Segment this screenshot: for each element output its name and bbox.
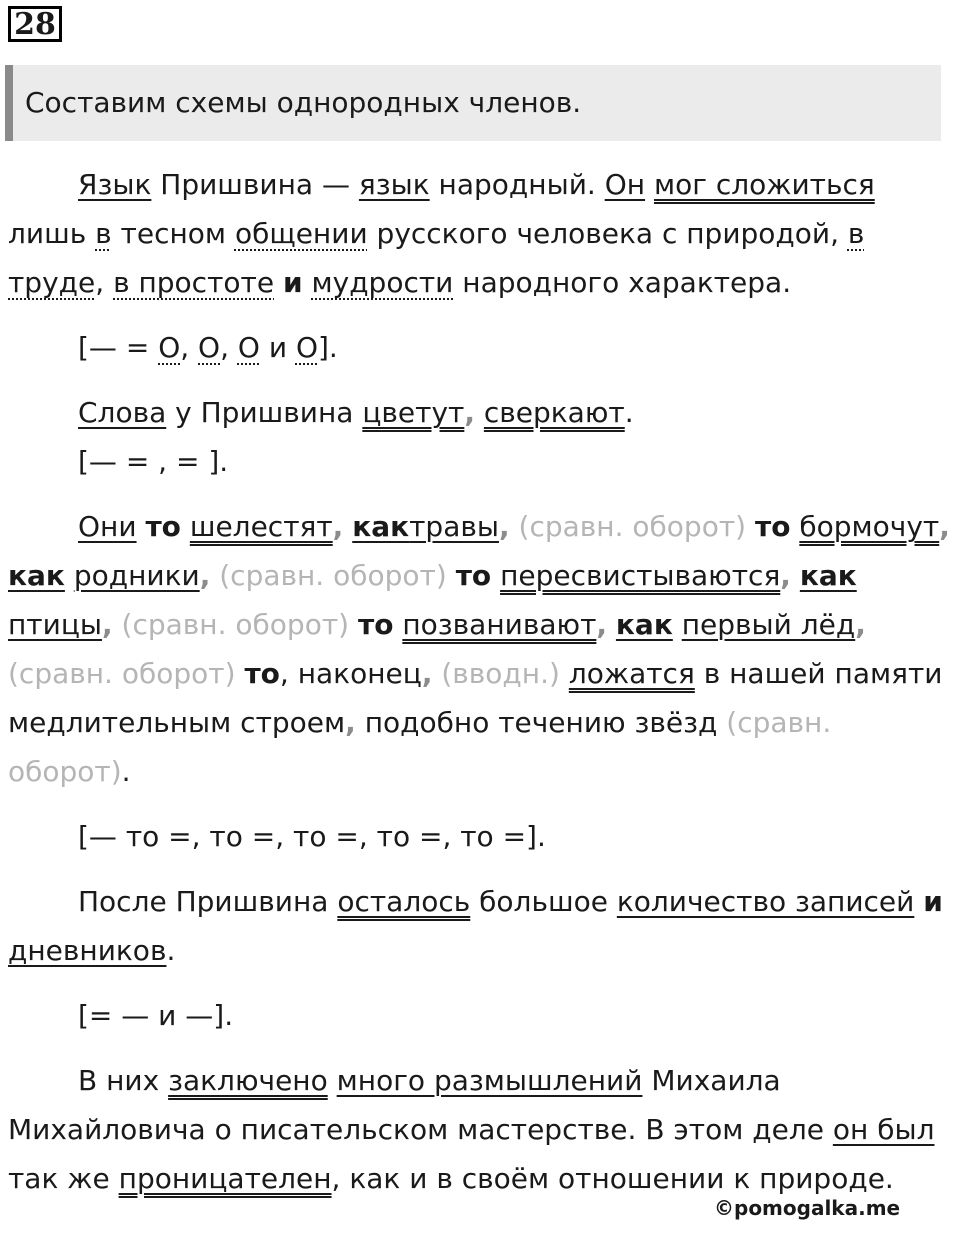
predicate: шелестят — [189, 510, 333, 543]
subject: Язык — [78, 168, 152, 201]
note: (сравн. оборот) — [8, 657, 236, 690]
note: (сравн. оборот) — [121, 608, 350, 641]
subject: много размышлений — [336, 1064, 643, 1097]
predicate: осталось — [337, 885, 471, 918]
paragraph-5 — [8, 1056, 952, 1203]
conjunction: и — [282, 266, 303, 299]
text — [303, 266, 312, 299]
comma: , — [855, 608, 866, 641]
conjunction: то — [455, 559, 492, 592]
subject: язык — [358, 168, 430, 201]
text: народный. — [429, 168, 605, 201]
scheme-text: ]. — [318, 331, 338, 364]
text: тесном — [111, 217, 235, 250]
scheme-object: О — [158, 331, 181, 364]
subject: Он — [604, 168, 646, 201]
task-banner: Составим схемы однородных членов. — [5, 65, 941, 141]
text: Михаила Михайловича о писательском мастерстве. В этом деле — [8, 1064, 833, 1146]
document-body — [8, 160, 952, 1203]
comma: , — [464, 396, 475, 429]
object: мудрости — [311, 266, 454, 299]
predicate: цветут — [362, 396, 465, 429]
subject: дневников — [8, 934, 167, 967]
subject: Слова — [78, 396, 167, 429]
scheme-3: [— то =, то =, то =, то =, то =]. — [78, 820, 546, 853]
comparison-conjunction: как — [352, 510, 410, 543]
conjunction: то — [145, 510, 181, 543]
object: в труде — [8, 217, 865, 299]
text: народного характера. — [453, 266, 792, 299]
object: в простоте — [113, 266, 275, 299]
scheme-text: , — [180, 331, 199, 364]
conjunction: и — [923, 885, 943, 918]
note: (сравн. оборот) — [518, 510, 747, 543]
scheme-object: О — [237, 331, 260, 364]
comparison-conjunction: как — [615, 608, 673, 641]
predicate: заключено — [168, 1064, 328, 1097]
comma: , — [332, 510, 344, 543]
comparison-word: птицы — [8, 608, 102, 641]
text: Пришвина — — [151, 168, 359, 201]
comma: , — [596, 608, 608, 641]
note: (сравн. оборот) — [8, 706, 832, 788]
text — [328, 1064, 337, 1097]
watermark: ©pomogalka.me — [714, 1196, 901, 1220]
predicate: позванивают — [402, 608, 597, 641]
object: общении — [234, 217, 368, 250]
predicate: бормочут — [799, 510, 940, 543]
comparison-conjunction: как — [799, 559, 857, 592]
predicate: ложатся — [568, 657, 695, 690]
text: . — [121, 755, 131, 788]
text: В них — [78, 1064, 169, 1097]
note: (сравн. оборот) — [219, 559, 447, 592]
comma: , — [421, 657, 433, 690]
conjunction: то — [754, 510, 791, 543]
scheme-4: [= — и —]. — [78, 999, 234, 1032]
text: большое — [470, 885, 617, 918]
paragraph-4 — [8, 877, 952, 975]
subject: количество записей — [616, 885, 915, 918]
comma: , — [939, 510, 950, 543]
comparison-word: первый лёд — [681, 608, 856, 641]
scheme-text: , — [220, 331, 238, 364]
comma: , — [780, 559, 791, 592]
comma: , — [345, 706, 356, 739]
subject: Они — [78, 510, 137, 543]
scheme-object: О — [198, 331, 221, 364]
comma: , — [101, 608, 113, 641]
note: (вводн.) — [441, 657, 560, 690]
text: так же — [8, 1162, 119, 1195]
paragraph-2 — [8, 388, 952, 437]
predicate: пересвистываются — [500, 559, 781, 592]
text: русского человека с природой, — [367, 217, 848, 250]
text: , — [95, 266, 114, 299]
text: в нашей памяти медлительным строем — [8, 657, 943, 739]
comparison-conjunction: как — [8, 559, 65, 592]
comma: , — [199, 559, 211, 592]
scheme-1 — [8, 323, 952, 372]
text: , наконец — [279, 657, 422, 690]
predicate: сверкают — [483, 396, 625, 429]
comparison-word: родники — [73, 559, 200, 592]
text: подобно течению звёзд — [364, 706, 727, 739]
object: в — [95, 217, 112, 250]
scheme-2: [— = , = ]. — [78, 445, 229, 478]
comma: , — [498, 510, 510, 543]
predicate: проницателен — [118, 1162, 332, 1195]
text: . — [166, 934, 176, 967]
conjunction: то — [357, 608, 394, 641]
predicate: мог сложиться — [653, 168, 875, 201]
text: лишь — [8, 217, 96, 250]
task-number: 28 — [8, 6, 62, 42]
paragraph-3 — [8, 502, 952, 796]
text: у Пришвина — [166, 396, 363, 429]
text — [645, 168, 654, 201]
paragraph-1 — [8, 160, 952, 307]
comparison-word: травы — [409, 510, 499, 543]
scheme-text: [— = — [78, 331, 159, 364]
text: , как и в своём отношении к природе. — [331, 1162, 894, 1195]
scheme-text: и — [259, 331, 296, 364]
scheme-object: О — [295, 331, 318, 364]
text: . — [624, 396, 634, 429]
text — [475, 396, 484, 429]
subject: он был — [832, 1113, 935, 1146]
conjunction: то — [244, 657, 280, 690]
text: После Пришвина — [78, 885, 338, 918]
text — [274, 266, 283, 299]
